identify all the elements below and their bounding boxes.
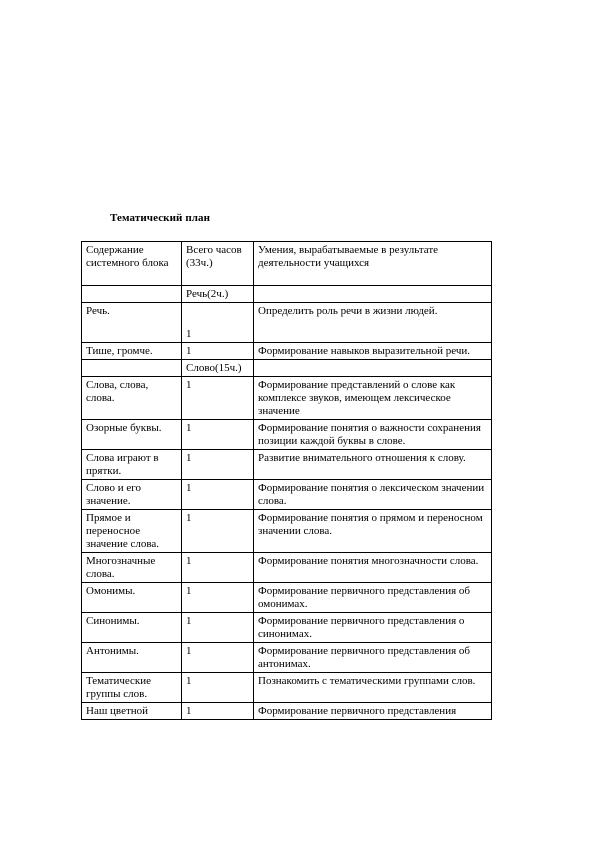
thematic-plan-table bbox=[81, 241, 492, 720]
topic-cell: Озорные буквы. bbox=[82, 420, 182, 450]
skill-cell: Формирование первичного представления о синонимах. bbox=[254, 613, 492, 643]
skill-cell: Формирование навыков выразительной речи. bbox=[254, 343, 492, 360]
table-row bbox=[82, 343, 492, 360]
topic-cell: Слова играют в прятки. bbox=[82, 450, 182, 480]
section-row bbox=[82, 286, 492, 303]
hours-cell: 1 bbox=[182, 583, 254, 613]
header-hours: Всего часов (33ч.) bbox=[182, 242, 254, 286]
skill-cell: Формирование первичного представления bbox=[254, 703, 492, 720]
skill-cell: Формирование понятия о прямом и переносном значении слова. bbox=[254, 510, 492, 553]
topic-cell: Слова, слова, слова. bbox=[82, 377, 182, 420]
skill-cell: Определить роль речи в жизни людей. bbox=[254, 303, 492, 343]
skill-cell: Формирование первичного представления об омонимах. bbox=[254, 583, 492, 613]
hours-cell: 1 bbox=[182, 510, 254, 553]
topic-cell: Омонимы. bbox=[82, 583, 182, 613]
table-row bbox=[82, 420, 492, 450]
topic-cell: Наш цветной bbox=[82, 703, 182, 720]
topic-cell: Прямое и переносное значение слова. bbox=[82, 510, 182, 553]
skill-cell: Формирование понятия многозначности слова. bbox=[254, 553, 492, 583]
table-row bbox=[82, 510, 492, 553]
section-label: Слово(15ч.) bbox=[182, 360, 254, 377]
skill-cell: Формирование первичного представления об антонимах. bbox=[254, 643, 492, 673]
table-row bbox=[82, 583, 492, 613]
hours-cell: 1 bbox=[182, 303, 254, 343]
hours-cell: 1 bbox=[182, 450, 254, 480]
skill-cell: Формирование понятия о важности сохранения позиции каждой буквы в слове. bbox=[254, 420, 492, 450]
skill-cell: Развитие внимательного отношения к слову. bbox=[254, 450, 492, 480]
table-row bbox=[82, 377, 492, 420]
topic-cell: Тише, громче. bbox=[82, 343, 182, 360]
page-title: Тематический план bbox=[110, 212, 211, 224]
hours-cell: 1 bbox=[182, 673, 254, 703]
table-row bbox=[82, 450, 492, 480]
topic-cell: Многозначные слова. bbox=[82, 553, 182, 583]
table-row bbox=[82, 553, 492, 583]
topic-cell: Антонимы. bbox=[82, 643, 182, 673]
hours-cell: 1 bbox=[182, 343, 254, 360]
hours-cell: 1 bbox=[182, 553, 254, 583]
hours-cell: 1 bbox=[182, 703, 254, 720]
skill-cell: Формирование понятия о лексическом значении слова. bbox=[254, 480, 492, 510]
hours-cell: 1 bbox=[182, 420, 254, 450]
table-row bbox=[82, 703, 492, 720]
topic-cell: Тематические группы слов. bbox=[82, 673, 182, 703]
topic-cell: Слово и его значение. bbox=[82, 480, 182, 510]
topic-cell: Синонимы. bbox=[82, 613, 182, 643]
hours-cell: 1 bbox=[182, 377, 254, 420]
hours-cell: 1 bbox=[182, 643, 254, 673]
header-skills: Умения, вырабатываемые в результате деятельности учащихся bbox=[254, 242, 492, 286]
table-row bbox=[82, 480, 492, 510]
topic-cell: Речь. bbox=[82, 303, 182, 343]
section-label: Речь(2ч.) bbox=[182, 286, 254, 303]
section-row bbox=[82, 360, 492, 377]
table-header-row bbox=[82, 242, 492, 286]
table-row bbox=[82, 303, 492, 343]
table-row bbox=[82, 673, 492, 703]
header-content: Содержание системного блока bbox=[82, 242, 182, 286]
table-row bbox=[82, 643, 492, 673]
hours-cell: 1 bbox=[182, 613, 254, 643]
hours-cell: 1 bbox=[182, 480, 254, 510]
skill-cell: Формирование представлений о слове как комплексе звуков, имеющем лексическое значение bbox=[254, 377, 492, 420]
skill-cell: Познакомить с тематическими группами слов. bbox=[254, 673, 492, 703]
table-row bbox=[82, 613, 492, 643]
